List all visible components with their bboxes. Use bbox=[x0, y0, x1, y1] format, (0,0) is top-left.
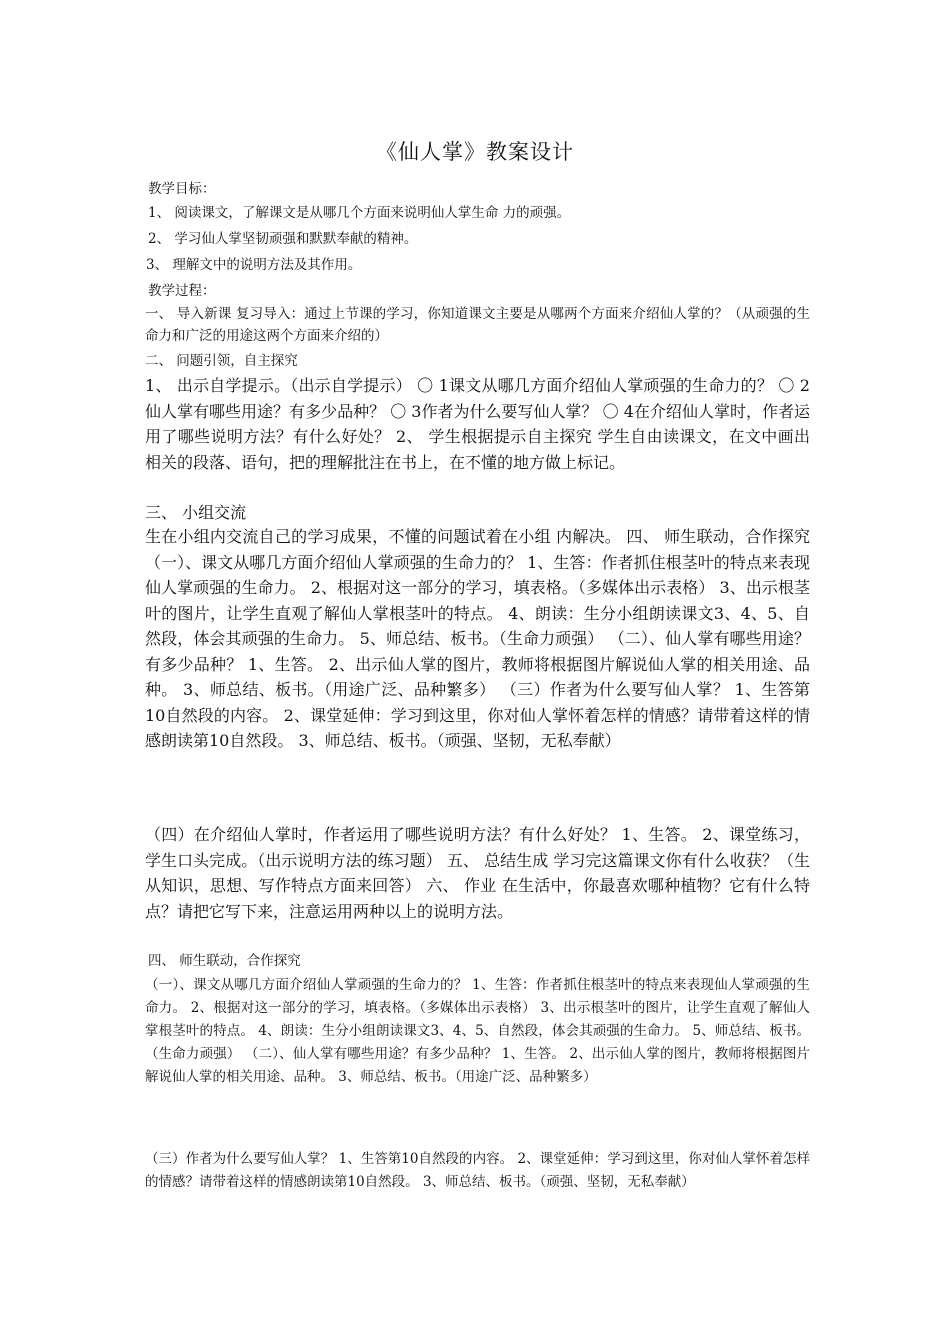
step-one-paragraph: 一、 导入新课 复习导入：通过上节课的学习，你知道课文主要是从哪两个方面来介绍仙人掌的？（从顽强的生命力和广泛的用途这两个方面来介绍的） bbox=[145, 306, 810, 344]
objectives-heading: 教学目标： bbox=[148, 181, 216, 197]
step-four-part-one: （一）、课文从哪几方面介绍仙人掌顽强的生命力的？ 1、生答：作者抓住根茎叶的特点来表现仙人掌顽强的生命力。 2、根据对这一部分的学习，填表格。（多媒体出示表格） 3、出示根茎叶的图片，让学生直观了解仙人掌根茎叶的特点。 4、朗读：生分小组朗读课文3、4、5、自然段，体会其顽强的生命力。 5、师总结、板书。（生命力顽强） （二）、仙人掌有哪些用途？有多少品种？ 1、生答。 2、出示仙人掌的图片，教师将根据图片解说仙人掌的相关用途、品种。 3、师总结、板书。（用途广泛、品种繁多） bbox=[145, 977, 810, 1085]
step-four-heading: 四、 师生联动，合作探究 bbox=[148, 953, 301, 969]
document-title: 《仙人掌》教案设计 bbox=[376, 140, 574, 164]
step-three-heading: 三、 小组交流 bbox=[145, 503, 247, 522]
step-two-paragraph: 1、 出示自学提示。（出示自学提示） 〇 1课文从哪几方面介绍仙人掌顽强的生命力的？ 〇 2仙人掌有哪些用途？有多少品种？ 〇 3作者为什么要写仙人掌？ 〇 4在介绍仙人掌时，作者运用了哪些说明方法？有什么好处？ 2、 学生根据提示自主探究 学生自由读课文，在文中画出相关的段落、语句，把的理解批注在书上，在不懂的地方做上标记。 bbox=[145, 376, 810, 472]
step-four-extra-paragraph: （四）在介绍仙人掌时，作者运用了哪些说明方法？有什么好处？ 1、生答。 2、课堂练习，学生口头完成。（出示说明方法的练习题） 五、 总结生成 学习完这篇课文你有什么收获？（生从知识，思想、写作特点方面来回答） 六、 作业 在生活中，你最喜欢哪种植物？它有什么特点？请把它写下来，注意运用两种以上的说明方法。 bbox=[145, 825, 810, 921]
process-heading: 教学过程： bbox=[148, 283, 216, 299]
step-two-heading: 二、 问题引领，自主探究 bbox=[145, 353, 298, 369]
objective-item: 3、 理解文中的说明方法及其作用。 bbox=[146, 257, 362, 273]
step-three-paragraph: 生在小组内交流自己的学习成果，不懂的问题试着在小组 内解决。 四、 师生联动，合作探究 （一）、课文从哪几方面介绍仙人掌顽强的生命力的？ 1、生答：作者抓住根茎叶的特点来表现仙人掌顽强的生命力。 2、根据对这一部分的学习，填表格。（多媒体出示表格） 3、出示根茎叶的图片，让学生直观了解仙人掌根茎叶的特点。 4、朗读：生分小组朗读课文3、4、5、自然段，体会其顽强的生命力。 5、师总结、板书。（生命力顽强） （二）、仙人掌有哪些用途？有多少品种？ 1、生答。 2、出示仙人掌的图片，教师将根据图片解说仙人掌的相关用途、品种。 3、师总结、板书。（用途广泛、品种繁多） （三）作者为什么要写仙人掌？ 1、生答第10自然段的内容。 2、课堂延伸：学习到这里，你对仙人掌怀着怎样的情感？请带着这样的情感朗读第10自然段。 3、师总结、板书。（顽强、坚韧，无私奉献） bbox=[145, 527, 810, 750]
objective-item: 1、 阅读课文，了解课文是从哪几个方面来说明仙人掌生命 力的顽强。 bbox=[148, 205, 571, 221]
step-four-part-two: （三）作者为什么要写仙人掌？ 1、生答第10自然段的内容。 2、课堂延伸：学习到这里，你对仙人掌怀着怎样的情感？请带着这样的情感朗读第10自然段。 3、师总结、板书。（顽强、坚韧，无私奉献） bbox=[145, 1151, 810, 1190]
objective-item: 2、 学习仙人掌坚韧顽强和默默奉献的精神。 bbox=[148, 231, 418, 247]
